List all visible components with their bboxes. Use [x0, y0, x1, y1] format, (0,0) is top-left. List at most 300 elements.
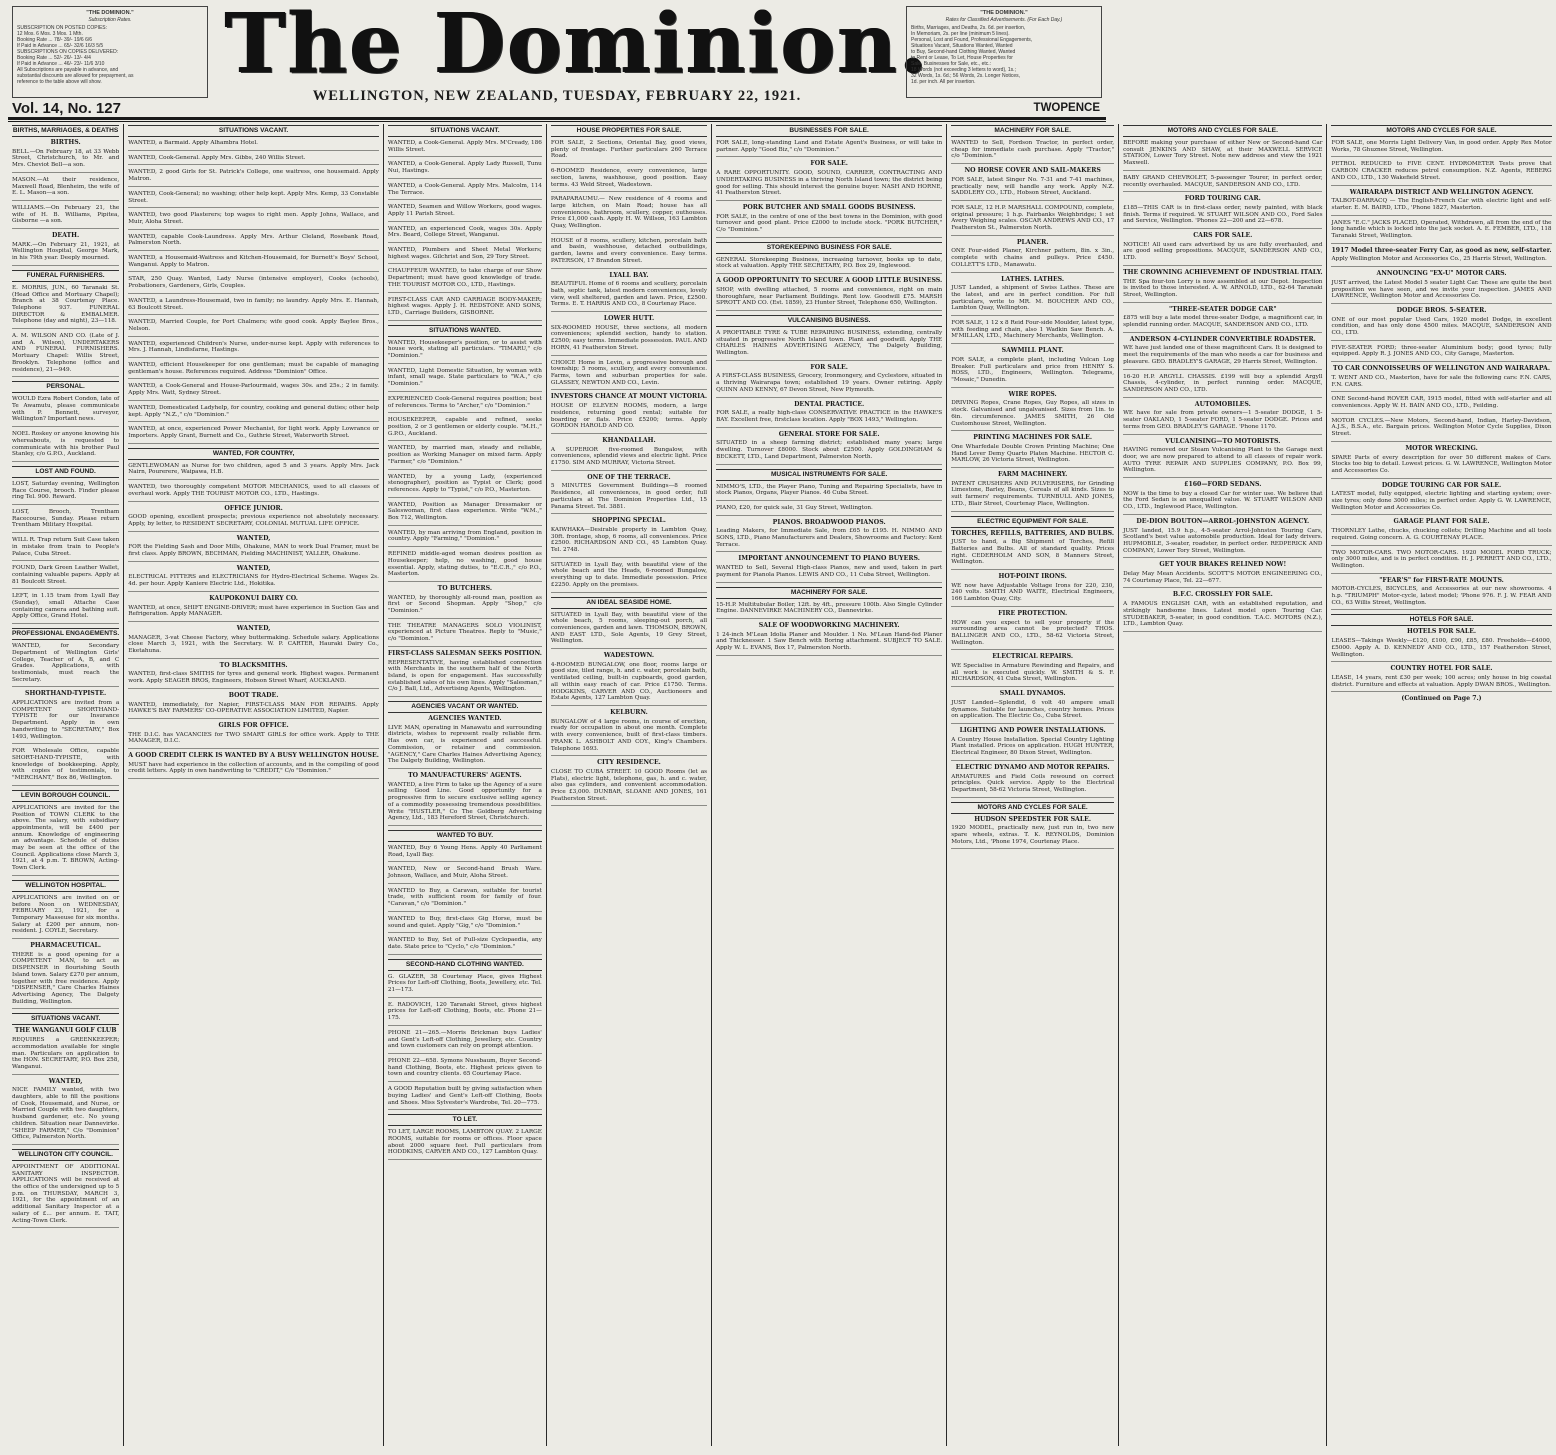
- classified-ad: [128, 191, 379, 208]
- ad-text: £185—THIS CAR is in first-class order, newly painted, with black finish. Terms if required. W. STUART WILSON AND CO., Ford Sales and Service, Wellington. 'Phones 22—200 and 22—678.: [1123, 204, 1323, 225]
- classified-ad: [1123, 374, 1322, 398]
- classified-ad: [12, 481, 119, 505]
- ad-text: BELL.—On February 18, at 33 Webb Street, Christchurch, to Mr. and Mrs. Cheviot Bell—a son.: [12, 148, 120, 169]
- ad-subheading: GIRLS FOR OFFICE.: [218, 721, 289, 729]
- ad-text: FOR Wholesale Office, capable SHORT-HAND-TYPISTE, with knowledge of bookkeeping. Apply, with copies of testimonials, to "MERCHANT," Box 86, Wellington.: [12, 748, 120, 782]
- classified-ad: [951, 205, 1114, 236]
- ad-subheading: WAIRARAPA DISTRICT AND WELLINGTON AGENCY.: [1349, 188, 1534, 196]
- classified-ad: [128, 544, 379, 561]
- classified-ad: [128, 234, 379, 251]
- classified-ad: [951, 774, 1114, 798]
- ad-text: JANES "E.C." JACKS PLACED, Operated, Withdrawn, all from the end of the long handle which is locked into the jack socket. A. E. FEMBER, LTD., 118 Taranaki Street, Wellington.: [1331, 219, 1552, 240]
- section-heading: SITUATIONS VACANT.: [12, 1013, 119, 1025]
- classified-ad: [388, 368, 542, 392]
- classified-ad: [551, 360, 707, 391]
- ad-subheading: SAWMILL PLANT.: [1001, 347, 1064, 355]
- ad-text: WANTED, Cook-General. Apply Mrs. Gibbs, 240 Willis Street.: [128, 154, 306, 161]
- section-heading: PROFESSIONAL ENGAGEMENTS.: [12, 628, 119, 640]
- classified-ad: [388, 226, 542, 243]
- ad-subheading: MOTOR WRECKING.: [1405, 444, 1478, 452]
- classified-ad: [388, 247, 542, 264]
- classified-ad: [128, 341, 379, 358]
- ad-text: WANTED, an experienced Cook, wages 30s. Apply Mrs. Beard, College Street, Wanganui.: [387, 225, 542, 239]
- ad-text: ARMATURES and Field Coils rewound on correct principles. Quick service. Apply to the Electrical Department, 58-62 Victoria Street, Wellington.: [951, 773, 1115, 793]
- ad-text: FOR SALE, long-standing Land and Estate Agent's Business, or will take in partner. Apply "Good Biz," c/o "Dominion.": [716, 140, 943, 153]
- ad-text: EXPERIENCED Cook-General requires position; best of references. Terms to "Archer," c/o "Dominion.": [387, 395, 542, 409]
- ad-text: WANTED to Buy, first-class Gig Horse, must be sound and quiet. Apply "Gig," c/o "Dominion.": [387, 915, 542, 929]
- classified-ad: [388, 782, 542, 826]
- ad-subheading: FOR SALE.: [810, 160, 848, 168]
- classified-ad: [716, 602, 942, 619]
- ad-text: WANTED, by thoroughly all-round man, position as first or Second Shopman. Apply "Shop," c/o "Dominion.": [387, 594, 542, 615]
- ad-text: A FIRST-CLASS BUSINESS, Grocery, Ironmongery, and Cyclestore, situated in a thriving Wairarapa town; established 19 years. Owner retiring. Apply QUINN AND KENNY, 67 Devon Street, New Plymouth.: [716, 373, 943, 393]
- ad-subheading: DODGE TOURING CAR FOR SALE.: [1381, 481, 1502, 489]
- section-heading: SITUATIONS VACANT.: [128, 125, 379, 137]
- section-heading: VULCANISING BUSINESS.: [716, 315, 942, 327]
- ad-text: One Wharfedale Double Crown Printing Machine; One Hand Lever Demy Quarto Platen Machine. HECTOR C. MARLOW, 26 Victoria Street, Wellington.: [951, 443, 1115, 464]
- ad-text: CHOICE Home in Levin, a progressive borough and township; 5 rooms, scullery, and every convenience. Farms, town and suburban properties for sale. GLASSEY, NEWTON AND CO., Levin.: [550, 359, 708, 386]
- classified-ad: [1331, 375, 1551, 392]
- classified-ad: [951, 444, 1114, 468]
- ad-text: WANTED to Sell, Fordson Tractor, in perfect order, cheap for immediate cash purchase. Apply "Tractor," c/o "Dominion.": [951, 140, 1115, 160]
- rate-line: Births, Marriages, and Deaths, 2s. 6d. per insertion,: [911, 25, 1026, 31]
- rate-line: Situations Vacant, Situations Wanted, Wanted: [911, 43, 1013, 49]
- ad-text: LEFT, in 1.15 tram from Lyall Bay (Sunday), small Attache Case containing camera and bathing suit. Apply Office, Grand Hotel.: [12, 593, 120, 620]
- classified-ad: [551, 527, 707, 558]
- ad-subheading: WANTED,: [236, 564, 271, 572]
- ad-subheading: £160—FORD SEDANS.: [1184, 481, 1262, 489]
- classified-ad: [1331, 675, 1551, 692]
- ad-text: WE Specialise in Armature Rewinding and Repairs, and all work is executed quickly. W. SMITH & S. F. RICHARDSON, 41 Cuba Street, Wellington.: [951, 663, 1115, 683]
- ad-text: HAVING removed our Steam Vulcanising Plant to the Garage next door, we are now prepared to attend to all classes of repair work. AUTO TYRE REPAIR AND SUPPLIES COMPANY, P.O. Box 99, Wellington.: [1123, 447, 1323, 474]
- rate-line: If Paid in Advance ... 65/- 32/6 16/3 5/5: [17, 43, 104, 49]
- ad-text: GENERAL Storekeeping Business, increasing turnover, books up to date, stock at valuation. Apply THE SECRETARY, P.O. Box 29, Inglewood.: [716, 256, 943, 270]
- ad-subheading: BOOT TRADE.: [228, 691, 279, 699]
- column-6: [947, 124, 1119, 1446]
- classified-ad: [388, 866, 542, 883]
- classified-ad: [388, 268, 542, 292]
- section-heading: TO LET.: [388, 1114, 542, 1126]
- ad-subheading: GET YOUR BRAKES RELINED NOW!: [1159, 561, 1287, 569]
- classified-ad: [1331, 140, 1551, 157]
- classified-ad: [128, 426, 379, 443]
- classified-ad: [12, 1087, 119, 1145]
- ad-text: THE THEATRE MANAGERS SOLO VIOLINIST, experienced at Picture Theatres. Reply to "Music," c/o "Dominion.": [387, 622, 542, 643]
- classified-ad: [716, 565, 942, 582]
- ad-text: HOUSE OF ELEVEN ROOMS, modern, a large residence, returning good rental; suitable for boarding or flats. Price £5200; terms. Apply GORDON HAROLD AND CO.: [550, 403, 708, 430]
- column-8: [1327, 124, 1555, 1446]
- ad-subheading: DENTAL PRACTICE.: [794, 400, 865, 408]
- ad-subheading: THE WANGANUI GOLF CLUB: [14, 1027, 117, 1035]
- ad-subheading: IMPORTANT ANNOUNCEMENT TO PIANO BUYERS.: [738, 555, 920, 563]
- ad-text: MOTOR-CYCLES, BICYCLES, and Accessories at our new showrooms. 4 h.p. "TRIUMPH" Motor-cycle, latest model; 'Phone 976. F. J. W. FEAR AND CO., 63 Willis Street, Wellington.: [1331, 586, 1552, 606]
- ad-text: WANTED, two good Plasterers; top wages to right men. Apply Johns, Wallace, and Muir, Aloha Street.: [128, 212, 379, 225]
- classified-ad: [128, 463, 379, 480]
- ad-subheading: A GOOD OPPORTUNITY TO SECURE A GOOD LITTLE BUSINESS.: [716, 277, 943, 285]
- section-heading: ELECTRIC EQUIPMENT FOR SALE.: [951, 516, 1114, 528]
- section-heading: BIRTHS, MARRIAGES, & DEATHS: [12, 125, 119, 137]
- ad-text: E. MORRIS, JUN., 60 Taranaki St. (Head Office and Mortuary Chapel); Branch at 38 Courtenay Place. Telephone 937. FUNERAL DIRECTOR & EMBALMER. Telephone (day and night), 23—118.: [12, 284, 120, 325]
- ad-text: ONE Second-hand ROVER CAR, 1915 model, fitted with self-starter and all conveniences. Apply W. H. BAIN AND CO., LTD., Feilding.: [1331, 396, 1552, 409]
- ad-text: WANTED, Married Couple, for Port Chalmers; wife good cook. Apply Baylee Bros., Nelson.: [128, 319, 379, 332]
- ad-subheading: SHOPPING SPECIAL.: [591, 517, 666, 525]
- advertising-rates-lines: [911, 25, 1097, 85]
- ad-text: A SUPERIOR five-roomed Bungalow, with conveniences, splendid views and electric light. Price £1750. SIM AND MURRAY, Victoria Street.: [550, 446, 708, 467]
- classified-ad: [12, 285, 119, 329]
- ad-text: 16-20 H.P. ARGYLL CHASSIS. £199 will buy a splendid Argyll Chassis, 4-cylinder, in perfect running order. MACQUE, SANDERSON AND CO., LTD.: [1123, 373, 1323, 393]
- classified-ad: [716, 140, 942, 157]
- classified-ad: [951, 140, 1114, 164]
- ad-subheading: 1917 Model three-seater Ferry Car, as good as new, self-starter.: [1331, 246, 1552, 254]
- masthead-rule: [8, 117, 1106, 120]
- classified-ad: [1123, 242, 1322, 266]
- ad-subheading: CARS FOR SALE.: [1193, 232, 1253, 240]
- classified-ad: [1123, 345, 1322, 369]
- classified-ad: [128, 255, 379, 272]
- ad-subheading: AUTOMOBILES.: [1194, 400, 1251, 408]
- ad-text: WANTED, immediately, for Napier, FIRST-CLASS MAN FOR REPAIRS. Apply HAWKE'S BAY FARMERS' CO-OPERATIVE ASSOCIATION LIMITED, Napier.: [128, 701, 379, 715]
- classified-ad: [551, 483, 707, 514]
- ad-text: MARK.—On February 21, 1921, at Wellington Hospital, George Mark, in his 79th year. Deeply mourned.: [12, 241, 120, 262]
- advertising-rates-title: "THE DOMINION.": [980, 10, 1028, 16]
- ad-text: WANTED, experienced Children's Nurse, under-nurse kept. Apply with references to Mrs. J. Hannah, Lindisfarne, Hastings.: [128, 340, 379, 354]
- ad-text: WANTED, a Cook-General. Apply Mrs. M'Cready, 186 Willis Street.: [387, 140, 542, 153]
- section-heading: LOST AND FOUND.: [12, 466, 119, 478]
- ad-text: WE now have Adjustable Voltage Irons for 220, 230, 240 volts. SMITH AND WAITE, Electrical Engineers, 166 Lambton Quay, City.: [951, 582, 1115, 603]
- rate-line: reference to the table above will show.: [17, 79, 102, 85]
- ad-text: WANTED, a Cook-General. Apply Lady Russell, Tunu Nui, Hastings.: [387, 161, 542, 175]
- ad-text: PHONE 22—658. Symons Nussbaum, Buyer Second-hand Clothing, Boots, etc. Highest prices given to town and country clients. 65 Courtenay Place.: [387, 1057, 542, 1078]
- ad-text: T. WENT AND CO., Masterton, have for sale the following cars: F.N. CARS, F.N. CARS.: [1331, 374, 1552, 388]
- ad-text: WANTED, Domesticated Ladyhelp, for country, cooking and general duties; other help kept. Apply "N.Z.," c/o "Dominion.": [128, 404, 379, 418]
- classified-ad: [12, 149, 119, 173]
- classified-ad: [1331, 345, 1551, 362]
- ad-text: WANTED, Cook-General; no washing; other help kept. Apply Mrs. Kemp, 33 Constable Street.: [128, 190, 379, 204]
- column-3: [384, 124, 547, 1446]
- classified-ad: [951, 620, 1114, 651]
- ad-subheading: HUDSON SPEEDSTER FOR SALE.: [974, 815, 1092, 823]
- section-heading: WANTED TO BUY.: [388, 830, 542, 842]
- classified-ad: [1331, 528, 1551, 545]
- rate-line: substantial discounts are allowed for prepayment, as: [17, 73, 134, 79]
- classified-ad: [12, 205, 119, 229]
- section-heading: MOTORS AND CYCLES FOR SALE.: [1123, 125, 1322, 137]
- classified-ad: [1331, 396, 1551, 413]
- ad-text: PHONE 21—265.—Morris Brickman buys Ladies' and Gent's Left-off Clothing, Jewellery, etc. Country and town customers can rely on prompt attention.: [387, 1029, 542, 1050]
- ad-text: 1 24-inch M'Lean Idolia Planer and Moulder. 1 No. M'Lean Hand-fed Planer and Thicknesser. 1 Saw Bench with Boring attachment. SUBJECT TO SALE. Apply W. L. EVANS, Box 17, Palmerston North.: [716, 631, 943, 652]
- classified-ad: [551, 612, 707, 650]
- classified-ad: [12, 593, 119, 624]
- ad-subheading: SMALL DYNAMOS.: [999, 690, 1066, 698]
- classified-ad: [1331, 317, 1551, 341]
- ad-text: PIANO, £20, for quick sale, 31 Guy Street, Wellington.: [716, 504, 873, 511]
- ad-text: 6-ROOMED Residence, every convenience, large section, lawns, washhouse, good position. Easy terms. 43 Weld Street, Wadestown.: [550, 168, 708, 188]
- classified-ad: [1331, 455, 1551, 479]
- ad-text: HOUSE of 8 rooms, scullery, kitchen, porcelain bath and basin, washhouse, detached outbuildings, garden, lawns and every convenience. Easy terms. PATERSON, 17 Brandon Street.: [550, 237, 708, 264]
- ad-text: FOR SALE, a complete plant, including Vulcan Log Breaker. Full particulars and price from HENRY S. ROSS, LTD., Engineers, Wellington. Telegrams, "Mosaic," Dunedin.: [951, 356, 1115, 383]
- ad-subheading: LOWER HUTT.: [603, 315, 655, 323]
- section-heading: SECOND-HAND CLOTHING WANTED.: [388, 959, 542, 971]
- ad-text: MUST have had experience in the collection of accounts, and in the compiling of good credit letters. Apply in own handwriting to "CREDIT," C/o "Dominion.": [128, 761, 379, 775]
- ad-subheading: KAUPOKONUI DAIRY CO.: [209, 594, 298, 602]
- ad-subheading: KHANDALLAH.: [602, 436, 656, 444]
- classified-ad: [388, 725, 542, 769]
- classified-ad: [128, 671, 379, 688]
- ad-subheading: SHORTHAND-TYPISTE.: [25, 690, 107, 698]
- classified-ad: [388, 888, 542, 912]
- ad-text: A PROFITABLE TYRE & TUBE REPAIRING BUSINESS, extending, centrally situated in progressive North Island town. Plant and goodwill. Apply THE CHARLES HAINES ADVERTISING AGENCY, The Dalgety Building, Wellington.: [716, 329, 943, 357]
- classified-ad: [12, 431, 119, 462]
- classified-ad: [1331, 220, 1551, 244]
- ad-text: WANTED, at once, experienced Power Mechanist, for light work. Apply Lowrance or Importers. Apply Grant, Burnett and Co., Guthrie Street, Waterworth Street.: [128, 426, 379, 439]
- classified-ad: [128, 169, 379, 186]
- classified-ad: [951, 539, 1114, 570]
- ad-text: SITUATED in a sheep farming district; established many years; large dwelling. Turnover £8000. Stock about £2500. Apply GOLDINGHAM & BECKETT, LTD., Land Department, Palmerston North.: [716, 440, 943, 460]
- ad-subheading: TO CAR CONNOISSEURS OF WELLINGTON AND WAIRARAPA.: [1333, 365, 1550, 373]
- ad-text: WANTED, efficient Housekeeper for one gentleman; must be capable of managing gentleman's house. References required. Address "Dominion" Office.: [128, 362, 379, 375]
- rate-line: If Paid in Advance ... 46/- 23/- 11/6 3/10: [17, 61, 105, 67]
- classified-columns: [8, 124, 1552, 1446]
- subscription-rates-lines: [17, 25, 203, 85]
- classified-ad: [716, 330, 942, 361]
- ad-text: CHAUFFEUR WANTED, to take charge of our Show Department; must have good knowledge of trade. THE TOURIST MOTOR CO., LTD., Hastings.: [387, 268, 542, 288]
- classified-ad: [1331, 256, 1551, 267]
- ad-text: FOR SALE, 1 12 x 8 Reid Four-side Moulder, latest type, with feeding and chain, also 1 Wadkin Saw Bench. A. M'MILLAN, LTD., Machinery Merchants, Wellington.: [951, 320, 1115, 340]
- classified-ad: [128, 155, 379, 166]
- classified-ad: [388, 1129, 542, 1160]
- classified-ad: [1331, 198, 1551, 215]
- section-heading: BUSINESSES FOR SALE.: [716, 125, 942, 137]
- classified-ad: [388, 551, 542, 582]
- ad-text: ELECTRICAL FITTERS and ELECTRICIANS for Hydro-Electrical Scheme. Wages 2s. 4d. per hour. Apply Kaniere Electric Ltd., Hokitika.: [128, 574, 379, 588]
- classified-ad: [951, 583, 1114, 607]
- ad-text: G. GLAZER, 38 Courtenay Place, gives Highest Prices for Left-off Clothing, Boots, Jewellery, etc. Tel. 21—173.: [387, 973, 542, 994]
- classified-ad: [12, 242, 119, 266]
- classified-ad: [128, 635, 379, 659]
- classified-ad: [716, 214, 942, 238]
- ad-text: THE D.I.C. has VACANCIES for TWO SMART GIRLS for office work. Apply to THE MANAGER, D.I.C.: [128, 731, 379, 745]
- ad-text: WANTED, a Cook-General. Apply Mrs. Malcolm, 114 The Terrace.: [387, 182, 542, 196]
- classified-ad: [716, 410, 942, 427]
- ad-text: LEASES—Takings Weekly—£120, £100, £90, £85, £80. Freeholds—£4000, £5000. Apply A. D. KENNEDY AND CO., LTD., 157 Featherston Street, Wellington.: [1331, 638, 1552, 658]
- ad-text: PETROL REDUCED to FIVE CENT. HYDROMETER Tests prove that CARBON CRACKER reduces petrol consumption. N.Z. Agents, REBERG AND CO., LTD., 130 Wakefield Street.: [1331, 161, 1552, 181]
- ad-subheading: INVESTORS CHANCE AT MOUNT VICTORIA.: [550, 393, 708, 401]
- ad-subheading: ANDERSON 4-CYLINDER CONVERTIBLE ROADSTER.: [1129, 335, 1316, 343]
- section-heading: SITUATIONS WANTED.: [388, 325, 542, 337]
- ad-text: BEFORE making your purchase of either New or Second-hand Car consult JENKINS AND SHAW, at their MAXWELL SERVICE STATION, Lower Tory Street. Note new address and view the 1921 Maxwell.: [1123, 140, 1323, 167]
- ad-text: APPLICATIONS are invited from a COMPETENT SHORTHAND-TYPISTE for our Insurance Department. Apply in own handwriting to "SECRETARY," Box 1493, Wellington.: [12, 700, 120, 740]
- ad-subheading: HOT-POINT IRONS.: [998, 573, 1067, 581]
- ad-text: DRIVING Ropes, Crane Ropes, Guy Ropes, all sizes in stock. Galvanised and ungalvanised. Sizes from 1in. to 6in. circumference. JAMES SMITH, 26 Old Customhouse Street, Wellington.: [951, 400, 1115, 427]
- ad-text: FOR SALE, in the centre of one of the best towns in the Dominion, with good turnover and good plant. Price £2000 to include stock. "PORK BUTCHER," C/o "Dominion.": [716, 213, 943, 234]
- classified-ad: [388, 183, 542, 200]
- column-4: [547, 124, 712, 1446]
- classified-ad: [716, 528, 942, 552]
- classified-ad: [551, 447, 707, 471]
- classified-ad: [12, 805, 119, 876]
- classified-ad: [551, 168, 707, 192]
- section-heading: PERSONAL.: [12, 381, 119, 393]
- ad-subheading: OFFICE JUNIOR.: [224, 504, 283, 512]
- classified-ad: [1123, 140, 1322, 171]
- ad-text: 4-ROOMED BUNGALOW, one floor, rooms large or good size, tiled range, h. and c. water, porcelain bath, ventilated ceiling, built-in cupboards, good garden, all within easy reach of car. Price £1750. Terms. HODGKINS, CARVER AND CO., Auctioneers and Estate Agents, 127 Lambton Quay.: [550, 661, 708, 702]
- ad-text: JUST Landed—Splendid, 6 volt 40 ampere small dynamos. Suitable for launches, country homes. Prices on application. The Electric Co., Cuba Street.: [951, 699, 1115, 720]
- ad-subheading: PORK BUTCHER AND SMALL GOODS BUSINESS.: [742, 203, 916, 211]
- ad-text: E. RADOVICH, 120 Taranaki Street, gives highest prices for Left-off Clothing, Boots, etc. Phone 21—175.: [387, 1001, 542, 1022]
- classified-ad: [1123, 205, 1322, 229]
- ad-text: FOR SALE, 2 Sections, Oriental Bay, good views, plenty of frontage. Further particulars 260 Terrace Road.: [550, 140, 708, 160]
- ad-text: Apply Wellington Motor and Accessories Co., 25 Harris Street, Wellington.: [1331, 256, 1547, 263]
- ad-text: BABY GRAND CHEVROLET, 5-passenger Tourer, in perfect order, recently overhauled. MACQUE, SANDERSON AND CO., LTD.: [1123, 174, 1323, 188]
- ad-text: WE have just landed one of these magnificent Cars. It is designed to meet the requirements of the man who needs a car for business and pleasure. GEO. BRADLEY'S GARAGE, 29 Harris Street, Wellington.: [1123, 345, 1323, 365]
- classified-ad: [951, 285, 1114, 316]
- subscription-rates-title: "THE DOMINION.": [86, 10, 134, 16]
- ad-text: FOR SALE, latest Singer No. 7-31 and 7-41 machines, practically new, will handle any work. Apply N.Z. SADDLERY CO., LTD., Hobson Street, Auckland.: [951, 176, 1115, 197]
- column-5: [712, 124, 947, 1446]
- ad-text: JUST Landed, a shipment of Swiss Lathes. These are the latest, and are in perfect condition. For full particulars, write to MR. M. BOUCHER AND CO., Lambton Quay, Wellington.: [951, 285, 1115, 312]
- ad-text: LEASE, 14 years, rent £30 per week; 100 acres; only house in big coastal district. Furniture and effects at valuation. Apply DWAN BROS., Wellington.: [1331, 674, 1552, 688]
- ad-subheading: AGENCIES WANTED.: [428, 715, 502, 723]
- ad-subheading: DEATH.: [52, 232, 80, 240]
- ad-subheading: GARAGE PLANT FOR SALE.: [1393, 518, 1490, 526]
- classified-ad: [12, 565, 119, 589]
- ad-text: SITUATED in Lyall Bay, with beautiful view of the whole beach, 5 rooms, sleeping-out porch, all conveniences, garden and lawn. THOMSON, BROWN, AND EAST LTD., Sole Agents, 19 Grey Street, Wellington.: [550, 611, 708, 645]
- ad-text: WANTED, by man arriving from England, position in country. Apply "Farming," "Dominion.": [387, 529, 542, 543]
- classified-ad: [1123, 601, 1322, 632]
- classified-ad: [1123, 279, 1322, 303]
- ad-text: WANTED to Buy, Set of Full-size Cyclopaedia, any date. State price to "Cyclo," c/o "Dominion.": [387, 937, 542, 950]
- ad-subheading: COUNTRY HOTEL FOR SALE.: [1390, 665, 1493, 673]
- classified-ad: [388, 974, 542, 998]
- classified-ad: [1331, 418, 1551, 442]
- ad-text: WOULD Ezra Robert Condon, late of Te Awamutu, please communicate with P. Bennett, surveyor, Wellington? Important news.: [12, 396, 120, 423]
- classified-ad: [1331, 491, 1551, 515]
- classified-ad: [388, 595, 542, 619]
- ad-subheading: PHARMACEUTICAL.: [30, 942, 102, 950]
- ad-subheading: WANTED,: [236, 534, 271, 542]
- classified-ad: [12, 1037, 119, 1075]
- ad-text: SITUATED in Lyall Bay, with beautiful view of the whole beach and the Heads, 6-roomed Bungalow, everything up to date. Immediate possession. Price £2250. Apply on the premises.: [550, 561, 708, 588]
- ad-subheading: FORD TOURING CAR.: [1184, 195, 1261, 203]
- classified-ad: [128, 383, 379, 400]
- rate-line: 12 Mos. 6 Mos. 3 Mos. 1 Mth.: [17, 31, 83, 37]
- ad-subheading: ANNOUNCING "EX-U" MOTOR CARS.: [1376, 270, 1507, 278]
- ad-text: HOW can you expect to sell your property if the surrounding area cannot be protected? THOS. BALLINGER AND CO., LTD., 58-62 Victoria Street, Wellington.: [951, 619, 1115, 646]
- ad-subheading: WIRE ROPES.: [1008, 390, 1057, 398]
- ad-subheading: NO HORSE COVER AND SAIL-MAKERS: [964, 167, 1101, 175]
- classified-ad: [1331, 586, 1551, 610]
- ad-subheading: THE CROWNING ACHIEVEMENT OF INDUSTRIAL ITALY.: [1123, 268, 1323, 276]
- ad-text: A. M. WILSON AND CO. (Late of J. and A. Wilson), UNDERTAKERS AND FUNERAL FURNISHERS. Mortuary Chapel: Willis Street, Brooklyn. Telephone (office and residence), 21—949.: [12, 333, 120, 373]
- classified-ad: [12, 643, 119, 687]
- classified-ad: [128, 319, 379, 336]
- masthead: [0, 0, 1114, 120]
- ad-text: WE have for sale from private owners—1 5-seater DODGE, 1 5-seater OAKLAND, 1 5-seater FORD, 1 5-seater DODGE. Prices and terms from GEO. BRADLEY'S GARAGE. 'Phone 1170.: [1123, 410, 1323, 430]
- classified-ad: [951, 320, 1114, 344]
- classified-ad: [1123, 410, 1322, 434]
- section-heading: WELLINGTON CITY COUNCIL.: [12, 1149, 119, 1161]
- classified-ad: [12, 895, 119, 939]
- classified-ad: [128, 276, 379, 293]
- classified-ad: [12, 509, 119, 533]
- classified-ad: [716, 287, 942, 311]
- classified-ad: [388, 297, 542, 321]
- ad-text: A RARE OPPORTUNITY. GOOD, SOUND, CARRIER, CONTRACTING AND UNDERTAKING BUSINESS in a thriving North Island town; the district being good for selling. This should interest the genuine buyer. NASH AND HORNE, 41 Featherston Street.: [716, 170, 943, 197]
- classified-ad: [716, 257, 942, 274]
- classified-ad: [128, 212, 379, 229]
- classified-ad: [1331, 161, 1551, 185]
- ad-text: LIVE MAN, operating in Manawatu and surrounding districts, wishes to represent really reliable firm. Has own car, is experienced and successful. Commission, or retainer and commission. "AGENCY," Care Charles Haines Advertising Agency, The Dalgety Building, Wellington.: [387, 724, 542, 765]
- ad-text: WANTED, Housekeeper's position, or to assist with house work, stating all particulars. "TIMARU," c/o "Dominion.": [387, 339, 542, 360]
- classified-ad: [716, 170, 942, 201]
- ad-text: WANTED, a Cook-General and House-Parlourmaid, wages 30s. and 25s.; 2 in family. Apply Mrs. Watt, Sydney Street.: [128, 383, 379, 397]
- ad-text: WANTED, a Laundress-Housemaid, two in family; no laundry. Apply Mrs. E. Hannah, 63 Boulcott Street.: [128, 297, 379, 311]
- classified-ad: [1331, 550, 1551, 574]
- classified-ad: [951, 400, 1114, 431]
- ad-text: NOEL Roskey or anyone knowing his whereabouts, is requested to communicate with his brother Paul Stanley, c/o G.P.O., Auckland.: [12, 431, 120, 458]
- ad-subheading: CITY RESIDENCE.: [597, 759, 661, 767]
- classified-ad: [551, 403, 707, 434]
- ad-text: 5 MINUTES Government Buildings—8 roomed Residence, all conveniences, in good order, full particulars at The Dominion Properties Ltd., 15 Panama Street. Tel. 3881.: [550, 483, 708, 510]
- ad-subheading: B.F.C. CROSSLEY FOR SALE.: [1172, 591, 1273, 599]
- ad-text: SHOP, with dwelling attached, 5 rooms and convenience, right on main thoroughfare, near Parliament Buildings. Rent low. Goodwill £75. MARSH SPROTT AND CO. (Est. 1859), 23 Hunter Street, Telephone 650, Wellington.: [716, 286, 943, 307]
- classified-ad: [388, 502, 542, 526]
- ad-text: REPRESENTATIVE, having established connection with Merchants in the southern half of the North Island, is open for engagement. Has successfully established sales of his own lines. Apply "Salesman," C/o J. Ball, Ltd., Advertising Agents, Wellington.: [387, 659, 542, 693]
- classified-ad: [1123, 491, 1322, 515]
- ad-subheading: LYALL BAY.: [609, 271, 649, 279]
- ad-text: MANAGER, 3-vat Cheese Factory, whey buttermaking. Schedule salary. Applications close March 3, 1921, with the Secretary. W. P. CARTER, Hauraki Dairy Co., Eketahuna.: [128, 634, 379, 655]
- classified-ad: [12, 333, 119, 377]
- ad-subheading: DE-DION BOUTON—ARROL-JOHNSTON AGENCY.: [1136, 517, 1310, 525]
- ad-text: CLOSE TO CUBA STREET. 10 GOOD Rooms (let as Flats), electric light, telephone, gas, h. and c. water, also gas cylinders, and convenient accommodation. Price £3,000. DUNBAR, SLOANE AND JONES, 161 Featherston Street.: [550, 768, 708, 802]
- classified-ad: [128, 732, 379, 749]
- section-heading: FUNERAL FURNISHERS.: [12, 270, 119, 282]
- classified-ad: [1123, 315, 1322, 332]
- ad-text: FIVE-SEATER FORD; three-seater Aluminium body; good tyres; fully equipped. Apply R. J. JONES AND CO., City Garage, Masterton.: [1331, 344, 1552, 358]
- ad-text: WANTED, a live Firm to take up the Agency of a sure selling Good Line. Good opportunity for a progressive firm to secure exclusive selling agency of a commodity possessing tremendous possibilities. Write "HUSTLER," Co The Goldberg Advertising Agency, Ltd., 183 Hereford Street, Christchurch.: [387, 781, 542, 822]
- section-heading: MOTORS AND CYCLES FOR SALE.: [1331, 125, 1551, 137]
- rate-line: In Memoriam, 2s. per line (minimum 5 lines).: [911, 31, 1010, 37]
- classified-ad: [551, 281, 707, 312]
- classified-ad: [716, 373, 942, 397]
- ad-text: WANTED to Buy, a Caravan, suitable for tourist trade, with sufficient room for family of four. "Caravan," c/o "Dominion.": [387, 887, 542, 908]
- rate-line: Booking Rate ... 78/- 39/- 19/6 6/6: [17, 37, 93, 43]
- classified-ad: [128, 605, 379, 622]
- classified-ad: [388, 1086, 542, 1110]
- rate-line: Personal, Lost and Found, Professional Engagements,: [911, 37, 1033, 43]
- ad-text: WANTED, by a young Lady, (experienced stenographer), position as Typist or Clerk; good references. Apply to "Typist," c/o P.O., Masterton.: [387, 473, 542, 493]
- classified-ad: [388, 161, 542, 178]
- classified-ad: [388, 623, 542, 647]
- rate-line: to Buy, Second-hand Clothing Wanted, Wanted: [911, 49, 1016, 55]
- ad-text: HOUSEKEEPER, capable and refined, seeks position, 2 or 3 gentlemen or elderly couple. "M.H.," G.P.O., Auckland.: [387, 417, 542, 437]
- classified-ad: [128, 484, 379, 501]
- classified-ad: [951, 663, 1114, 687]
- classified-ad: [951, 700, 1114, 724]
- classified-ad: [388, 660, 542, 698]
- ad-subheading: FIRST-CLASS SALESMAN SEEKS POSITION.: [387, 649, 542, 657]
- ad-text: A Country House Installation. Special Country Lighting Plant installed. Prices on application. HUGH HUNTER, Electrical Engineer, 80 Dixon Street, Wellington.: [951, 736, 1115, 757]
- rate-line: Booking Rate ... 52/- 26/- 13/- 4/4: [17, 55, 91, 61]
- ad-text: JUST landed, 15.9 h.p., 4-5-seater Arrol-Johnston Touring Cars, Scotland's best value automobile production. Ideal for lady drivers. HUPMOBILE, 3-seater, roadster, in perfect order. REDPERICK AND COMPANY, Lower Tory Street, Wellington.: [1123, 527, 1323, 554]
- ad-text: WANTED, a Barmaid. Apply Alhambra Hotel.: [128, 140, 258, 146]
- classified-ad: [388, 340, 542, 364]
- classified-ad: [388, 474, 542, 498]
- ad-text: £875 will buy a late model three-seater Dodge, a magnificent car, in splendid running order. MACQUE, SANDERSON AND CO., LTD.: [1123, 315, 1323, 329]
- ad-text: LOST, Brooch, Trentham Racecourse, Sunday. Please return Trentham Military Hospital.: [12, 509, 120, 529]
- ad-subheading: LIGHTING AND POWER INSTALLATIONS.: [959, 727, 1106, 734]
- ad-text: KAIWHAKA—Desirable property in Lambton Quay, 30ft. frontage, shop, 6 rooms, all conveniences. Price £2500. RICHARDSON AND CO., 45 Lambton Quay. Tel. 2748.: [550, 526, 708, 554]
